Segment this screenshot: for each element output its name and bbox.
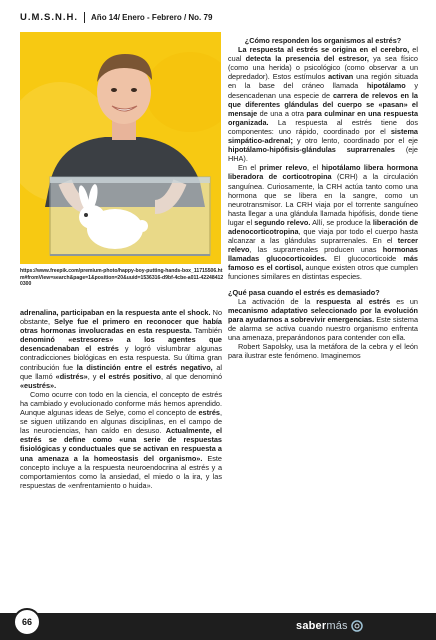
photo-caption: https://www.freepik.com/premium-photo/happy-boy-putting-hands-box_11715506.htm#fromView=search&page=1&position=20&uuid=1536316-d9bf-4cbe-a011-422484120300	[20, 268, 224, 288]
bold-run: carrera de relevos en la que diferentes glándulas del cuerpo se «pasan» el mensaje	[228, 90, 418, 118]
bold-run: hormonas llamadas glucocorticoides.	[228, 245, 418, 264]
text-run: Este sistema de alarma se activa cuando nuestro organismo enfrenta una amenaza, preparándonos para contender con ella.	[228, 314, 418, 342]
right-paragraph-4	[228, 342, 418, 360]
text-run: ya sea físico (como una herida) o psicológico (como observar a un depredador). Estos estímulos	[228, 54, 418, 82]
bold-run: el estrés positivo	[99, 371, 162, 381]
section-heading-excess: ¿Qué pasa cuando el estrés es demasiado?	[228, 287, 380, 297]
bold-run: «distrés»	[55, 371, 88, 381]
bold-run: estrés	[198, 408, 220, 418]
text-run: y logró vislumbrar algunas contradicciones biológicas en esta respuesta. Su última gran contribución fue	[20, 344, 222, 372]
page-number: 66	[13, 608, 41, 636]
text-run: , y	[87, 371, 100, 381]
left-column	[20, 308, 222, 490]
text-run: al que llamó	[20, 362, 222, 381]
text-run: una región situada en la base del cráneo llamada	[228, 72, 418, 91]
bold-run: más famoso es el cortisol,	[228, 254, 418, 273]
bold-run: respuesta al estrés	[316, 296, 391, 306]
logo-word: saber	[296, 620, 327, 632]
footer-bar	[0, 613, 436, 640]
right-paragraph-1	[228, 45, 418, 163]
bold-run: primer relevo	[259, 163, 308, 173]
right-paragraph-3	[228, 297, 418, 342]
bold-run: para culminar en una respuesta organizada.	[228, 108, 418, 127]
article-photo	[20, 32, 221, 264]
bold-run: mecanismo adaptativo seleccionado por la evolución para ayudarnos a sobrevivir emergencias.	[228, 305, 418, 324]
bold-run: denominó «estresores» a los agentes que desencadenaban el estrés	[20, 335, 222, 354]
text-run: , se siguen utilizando en algunas disciplinas, en el campo de las neurociencias, han caído en desuso.	[20, 408, 222, 436]
bold-run: activan	[328, 72, 354, 82]
section-heading-response: ¿Cómo responden los organismos al estrés?	[244, 36, 402, 45]
text-run: La respuesta al estrés tiene dos componentes: uno rápido, coordinado por el	[228, 117, 418, 136]
bold-run: La respuesta al estrés se origina en el cerebro,	[238, 45, 410, 55]
text-run: , que viaja por todo el cuerpo hasta alcanzar a las glándulas suprarrenales. En el	[228, 226, 418, 246]
text-run: (CRH) a la circulación sanguínea. Curiosamente, la CRH actúa tanto como una hormona que se libera en la sangre, como un neurotransmisor. La CRH viaja por el torrente sanguíneo hasta llegar a una glándula llamada hipófisis, donde tiene lugar el	[228, 172, 418, 227]
text-run: el cual	[228, 45, 418, 64]
left-paragraph-2	[20, 390, 222, 490]
magazine-logo	[296, 619, 364, 633]
bold-run: hipotálamo-hipófisis-glándulas suprarrenales	[228, 145, 395, 155]
text-run: Como ocurre con todo en la ciencia, el concepto de estrés ha cambiado y evolucionado conforme más hemos aprendido. Aunque algunas ideas de Selye, como el concepto de	[20, 389, 222, 418]
page-footer	[0, 604, 436, 640]
text-run: También	[191, 326, 222, 336]
bold-run: tercer relevo	[228, 236, 418, 255]
bold-run: hipotálamo libera hormona liberadora de corticotropina	[228, 163, 418, 182]
logo-ring-icon	[350, 619, 364, 633]
bold-run: adrenalina, participaban en la respuesta ante el shock.	[20, 308, 211, 317]
right-column	[228, 36, 418, 360]
left-paragraph-1	[20, 308, 222, 390]
header-issue: Año 14/ Enero - Febrero / No. 79	[91, 12, 213, 22]
header-divider	[84, 12, 85, 23]
bold-run: Actualmente, el estrés se define como «una serie de respuestas fisiológicas y conductuales que se activan en respuesta a una amenaza a la homeostasis del organismo».	[20, 426, 222, 463]
bold-run: hipotálamo	[366, 81, 406, 91]
text-run: y otro lento, coordinado por el eje	[292, 136, 418, 146]
logo-accent: más	[326, 620, 348, 632]
text-run: (eje HHA).	[228, 145, 418, 164]
bold-run: la distinción entre el estrés negativo,	[76, 362, 213, 372]
text-run: , el	[307, 163, 322, 173]
page-header	[20, 10, 212, 24]
text-run: aunque existen otros que cumplen funciones similares en distintas especies.	[228, 263, 418, 282]
text-run: La activación de la	[238, 296, 317, 306]
text-run: es un	[390, 296, 418, 306]
text-run: , al que denominó	[161, 371, 223, 381]
bold-run: segundo relevo.	[254, 217, 311, 227]
bold-run: detecta la presencia del estresor,	[245, 54, 369, 64]
bold-run: Selye fue el primero en reconocer que había otras hormonas involucradas en esta respuesta.	[20, 317, 222, 336]
text-run: y desencadenan una especie de	[228, 81, 418, 100]
text-run: de una a otra	[257, 108, 307, 118]
text-run: , las suprarrenales producen unas	[249, 245, 383, 255]
text-run: Este concepto incluye a la respuesta neuroendocrina al estrés y a comportamientos como la ansiedad, el miedo o la ira, y las respuestas de «enfrentamiento o huida».	[20, 453, 222, 490]
text-run: Robert Sapolsky, usa la metáfora de la cebra y el león para ilustrar este fenómeno. Imaginemos	[228, 342, 418, 361]
text-run: No obstante,	[20, 308, 222, 327]
boy-rabbit-illustration	[20, 32, 221, 264]
bold-run: liberación de adenocorticotropina	[228, 217, 419, 236]
bold-run: sistema simpático-adrenal;	[228, 126, 418, 146]
header-brand: U.M.S.N.H.	[20, 11, 79, 23]
right-paragraph-2	[228, 163, 418, 281]
text-run: Allí, se produce la	[310, 217, 373, 227]
text-run: El glucocorticoide	[326, 254, 404, 264]
text-run: En el	[238, 163, 260, 173]
bold-run: «eustrés».	[20, 380, 57, 390]
